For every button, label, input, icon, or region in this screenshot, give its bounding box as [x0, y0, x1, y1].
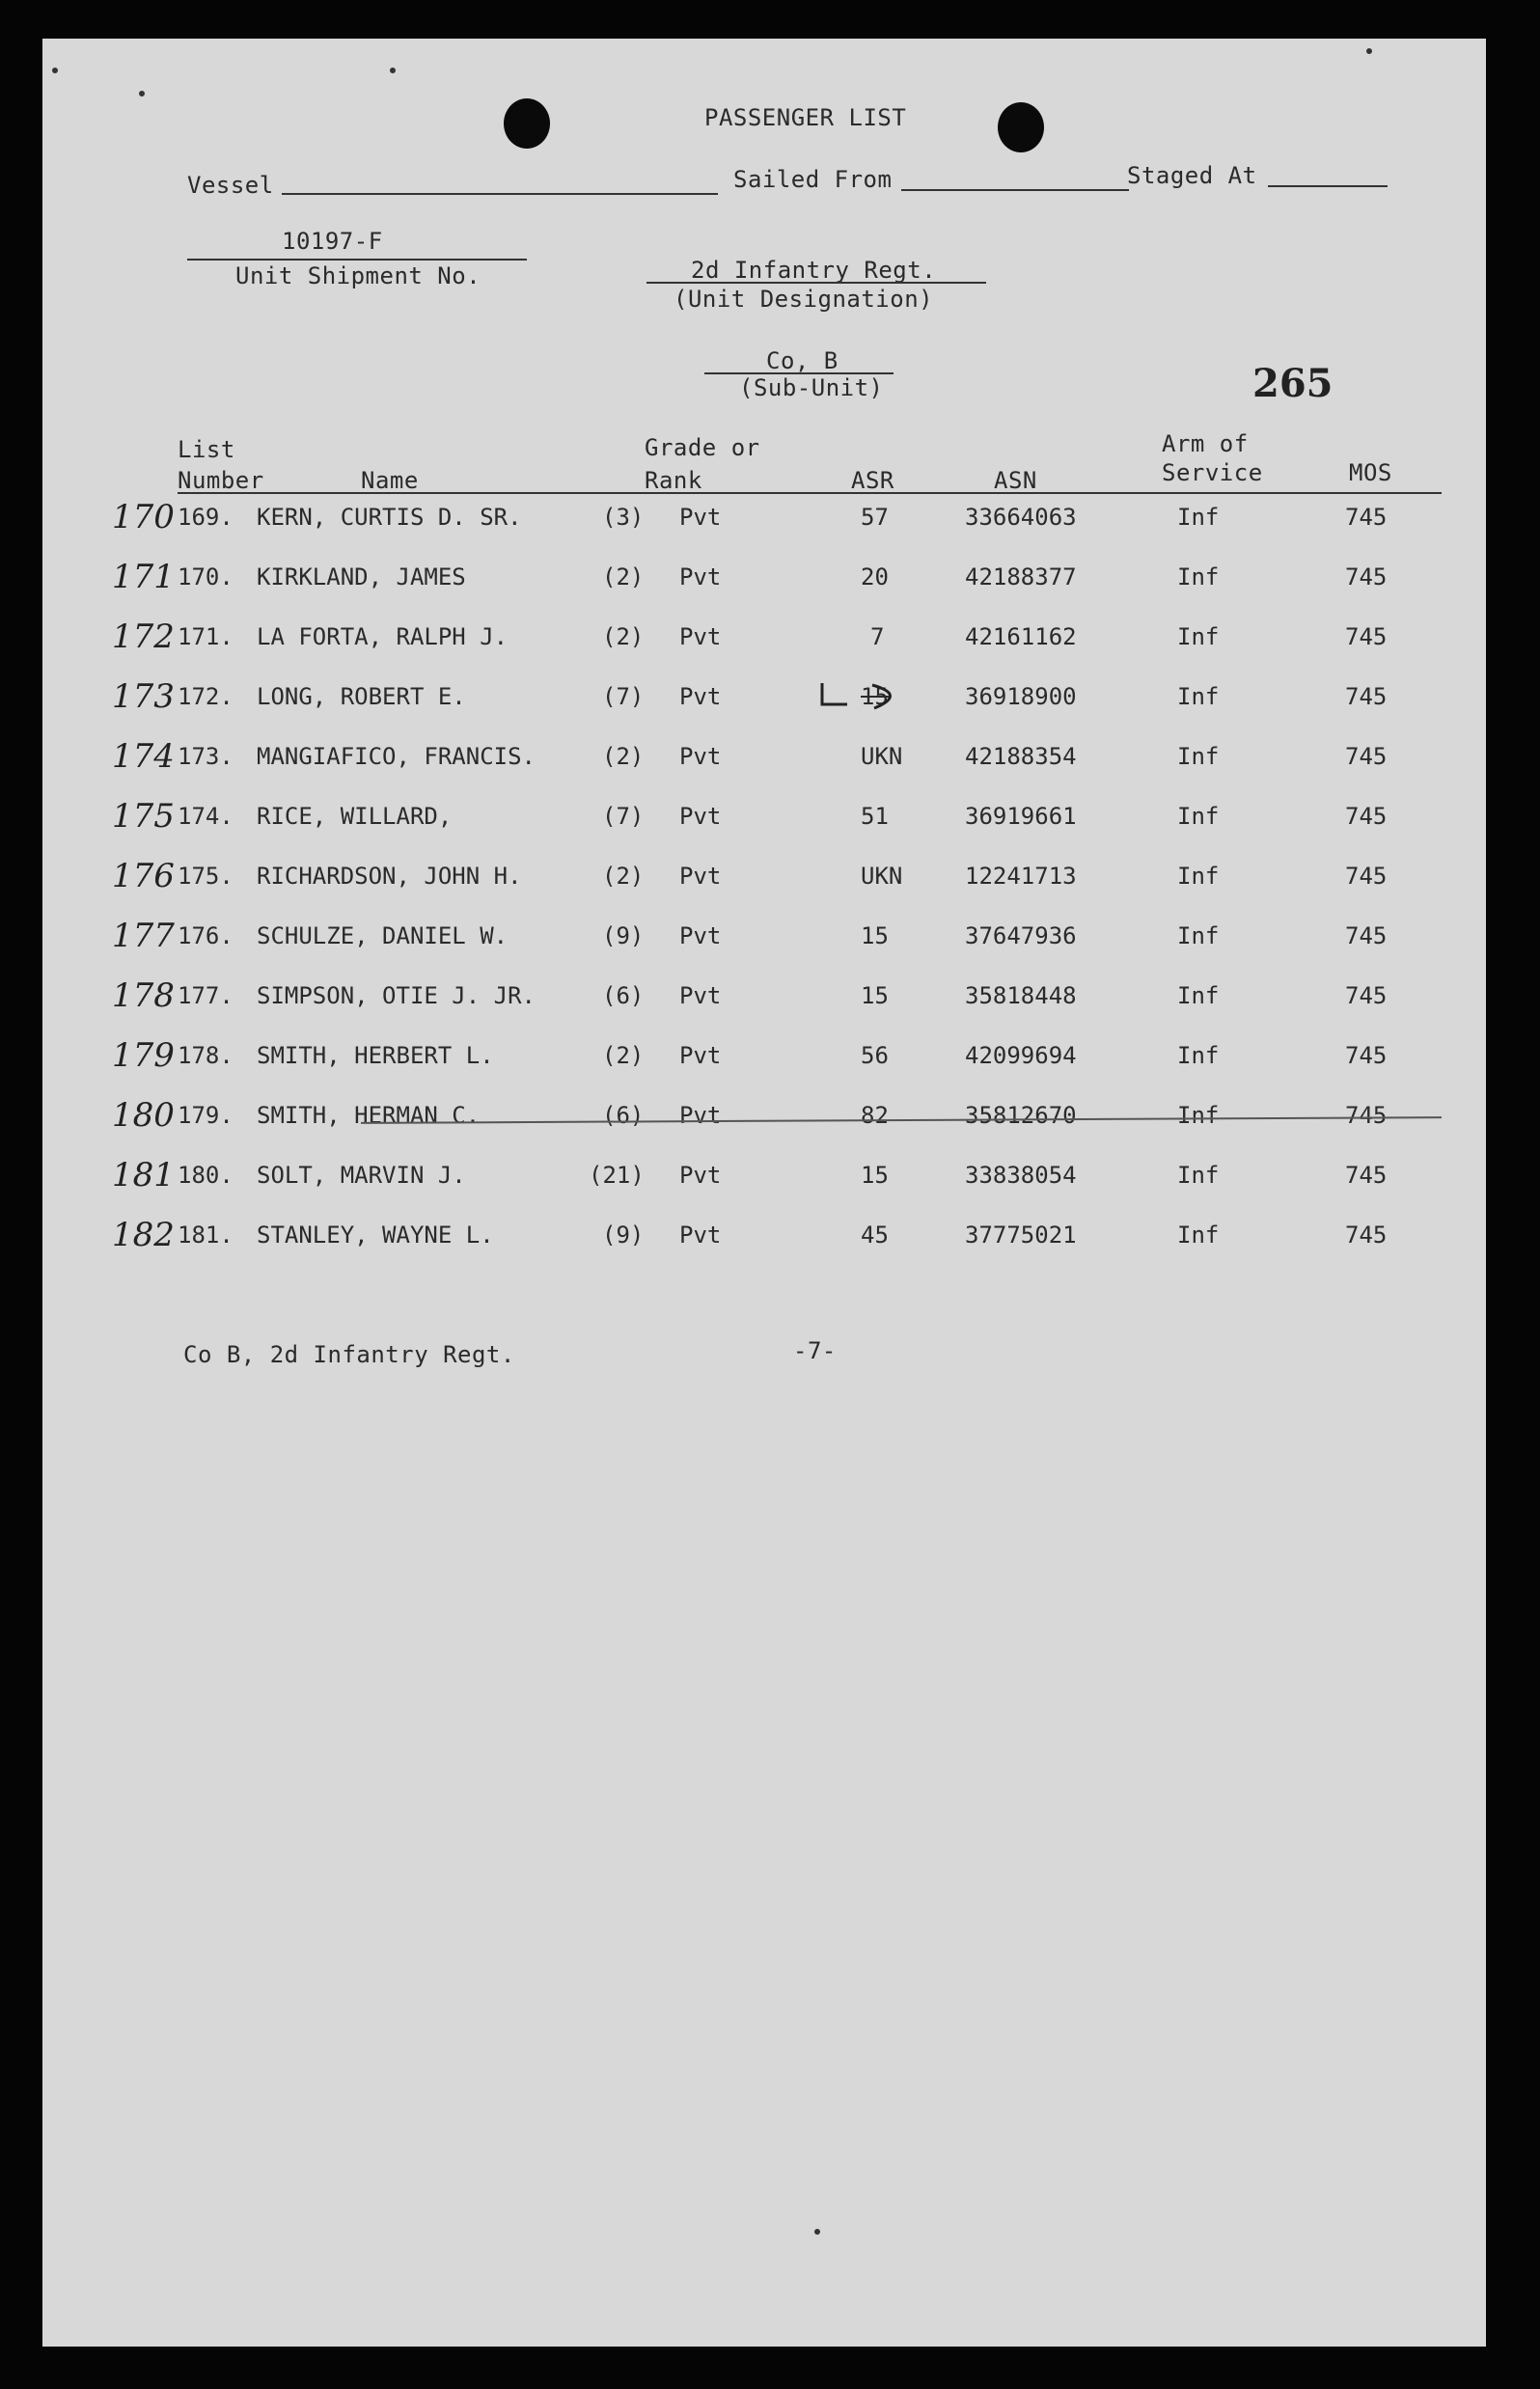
grade: (2): [602, 623, 645, 650]
list-number: 175.: [178, 863, 234, 890]
mos: 745: [1345, 623, 1388, 650]
table-row: [42, 498, 1486, 542]
rank: Pvt: [679, 803, 722, 830]
grade: (9): [602, 1222, 645, 1249]
list-number: 169.: [178, 504, 234, 531]
asr: UKN: [861, 863, 903, 890]
asn: 37775021: [965, 1222, 1077, 1249]
col-asn: ASN: [994, 467, 1037, 494]
grade: (6): [602, 1102, 645, 1129]
table-row: [42, 1216, 1486, 1260]
asr: 15: [861, 982, 889, 1009]
list-number: 174.: [178, 803, 234, 830]
list-number: 178.: [178, 1042, 234, 1069]
asr: 82: [861, 1102, 889, 1129]
handwritten-number: 176: [112, 857, 175, 895]
asr: 15: [861, 922, 889, 949]
asn: 36918900: [965, 683, 1077, 710]
list-number: 170.: [178, 563, 234, 590]
table-row: [42, 857, 1486, 901]
rank: Pvt: [679, 922, 722, 949]
asn: 35818448: [965, 982, 1077, 1009]
grade: (2): [602, 1042, 645, 1069]
sailed-from-field-line: [901, 189, 1129, 191]
arm-of-service: Inf: [1177, 1102, 1220, 1129]
arm-of-service: Inf: [1177, 1162, 1220, 1189]
asn: 42099694: [965, 1042, 1077, 1069]
page-stamp: 265: [1252, 361, 1334, 406]
arm-of-service: Inf: [1177, 863, 1220, 890]
arm-of-service: Inf: [1177, 563, 1220, 590]
arm-of-service: Inf: [1177, 922, 1220, 949]
rank: Pvt: [679, 982, 722, 1009]
vessel-field-line: [282, 193, 718, 195]
speck: [814, 2229, 820, 2235]
list-number: 172.: [178, 683, 234, 710]
handwritten-number: 181: [112, 1156, 175, 1194]
table-row: [42, 917, 1486, 961]
asr: 56: [861, 1042, 889, 1069]
rank: Pvt: [679, 1162, 722, 1189]
asr: 7: [870, 623, 885, 650]
handwritten-number: 174: [112, 737, 175, 776]
col-name: Name: [361, 467, 419, 494]
unit-designation-label: (Unit Designation): [674, 286, 934, 313]
strikethrough-line: [361, 1116, 1442, 1124]
mos: 745: [1345, 922, 1388, 949]
mos: 745: [1345, 1222, 1388, 1249]
shipment-line: [187, 259, 527, 261]
speck: [52, 68, 58, 73]
asr: 20: [861, 563, 889, 590]
handwritten-number: 173: [112, 677, 175, 716]
rank: Pvt: [679, 683, 722, 710]
table-row-struck: [42, 1096, 1486, 1140]
grade: (7): [602, 803, 645, 830]
asn: 33664063: [965, 504, 1077, 531]
handwritten-number: 177: [112, 917, 175, 955]
mos: 745: [1345, 743, 1388, 770]
rank: Pvt: [679, 1042, 722, 1069]
asn: 35812670: [965, 1102, 1077, 1129]
handwritten-number: 178: [112, 976, 175, 1015]
handwritten-number: 182: [112, 1216, 175, 1254]
header-rule: [178, 492, 1442, 494]
punch-hole-right: [998, 102, 1044, 152]
col-mos: MOS: [1349, 459, 1392, 486]
grade: (6): [602, 982, 645, 1009]
list-number: 177.: [178, 982, 234, 1009]
handwritten-number: 179: [112, 1036, 175, 1075]
unit-designation: 2d Infantry Regt.: [691, 257, 937, 284]
rank: Pvt: [679, 743, 722, 770]
arm-of-service: Inf: [1177, 623, 1220, 650]
col-arm-line1: Arm of: [1162, 430, 1249, 457]
handwritten-number: 180: [112, 1096, 175, 1135]
asn: 42161162: [965, 623, 1077, 650]
grade: (2): [602, 743, 645, 770]
speck: [1366, 48, 1372, 54]
passenger-name: LONG, ROBERT E.: [257, 683, 466, 710]
asn: 33838054: [965, 1162, 1077, 1189]
col-grade-line1: Grade or: [645, 434, 760, 461]
handwritten-number: 170: [112, 498, 175, 536]
handwritten-mark: [814, 679, 921, 712]
mos: 745: [1345, 563, 1388, 590]
page-title: PASSENGER LIST: [704, 104, 907, 131]
shipment-label: Unit Shipment No.: [235, 262, 481, 289]
arm-of-service: Inf: [1177, 504, 1220, 531]
arm-of-service: Inf: [1177, 803, 1220, 830]
footer-unit: Co B, 2d Infantry Regt.: [183, 1341, 515, 1368]
handwritten-number: 171: [112, 558, 175, 596]
rank: Pvt: [679, 623, 722, 650]
asn: 37647936: [965, 922, 1077, 949]
mos: 745: [1345, 683, 1388, 710]
arm-of-service: Inf: [1177, 1222, 1220, 1249]
arm-of-service: Inf: [1177, 982, 1220, 1009]
handwritten-number: 172: [112, 618, 175, 656]
grade: (21): [589, 1162, 645, 1189]
table-row: [42, 618, 1486, 662]
grade: (7): [602, 683, 645, 710]
asn: 12241713: [965, 863, 1077, 890]
table-row: [42, 1156, 1486, 1200]
speck: [390, 68, 396, 73]
col-list-line1: List: [178, 436, 235, 463]
sailed-from-label: Sailed From: [733, 166, 893, 193]
col-grade-line2: Rank: [645, 467, 702, 494]
asr: 57: [861, 504, 889, 531]
list-number: 173.: [178, 743, 234, 770]
list-number: 179.: [178, 1102, 234, 1129]
table-row: [42, 558, 1486, 602]
shipment-number: 10197-F: [282, 228, 383, 255]
asn: 36919661: [965, 803, 1077, 830]
mos: 745: [1345, 982, 1388, 1009]
punch-hole-left: [504, 98, 550, 149]
sub-unit: Co, B: [766, 347, 839, 374]
staged-at-field-line: [1268, 185, 1388, 187]
passenger-name: RICHARDSON, JOHN H.: [257, 863, 522, 890]
list-number: 176.: [178, 922, 234, 949]
mos: 745: [1345, 803, 1388, 830]
mos: 745: [1345, 863, 1388, 890]
table-row: [42, 976, 1486, 1021]
staged-at-label: Staged At: [1127, 162, 1257, 189]
grade: (2): [602, 563, 645, 590]
passenger-name: KERN, CURTIS D. SR.: [257, 504, 522, 531]
sub-unit-label: (Sub-Unit): [739, 374, 884, 401]
list-number: 181.: [178, 1222, 234, 1249]
passenger-name: SMITH, HERMAN C.: [257, 1102, 481, 1129]
rank: Pvt: [679, 1102, 722, 1129]
passenger-name: KIRKLAND, JAMES: [257, 563, 466, 590]
asn: 42188377: [965, 563, 1077, 590]
arm-of-service: Inf: [1177, 683, 1220, 710]
document-page: [42, 39, 1486, 2347]
handwritten-number: 175: [112, 797, 175, 836]
col-list-line2: Number: [178, 467, 264, 494]
rank: Pvt: [679, 504, 722, 531]
mos: 745: [1345, 1102, 1388, 1129]
arm-of-service: Inf: [1177, 743, 1220, 770]
passenger-name: MANGIAFICO, FRANCIS.: [257, 743, 536, 770]
passenger-name: SCHULZE, DANIEL W.: [257, 922, 509, 949]
mos: 745: [1345, 1162, 1388, 1189]
passenger-name: SMITH, HERBERT L.: [257, 1042, 494, 1069]
vessel-label: Vessel: [187, 172, 274, 199]
unit-designation-line: [646, 282, 986, 284]
rank: Pvt: [679, 1222, 722, 1249]
passenger-name: SIMPSON, OTIE J. JR.: [257, 982, 536, 1009]
passenger-name: STANLEY, WAYNE L.: [257, 1222, 494, 1249]
passenger-name: LA FORTA, RALPH J.: [257, 623, 509, 650]
col-arm-line2: Service: [1162, 459, 1263, 486]
speck: [139, 91, 145, 96]
list-number: 180.: [178, 1162, 234, 1189]
rank: Pvt: [679, 863, 722, 890]
arm-of-service: Inf: [1177, 1042, 1220, 1069]
table-row: [42, 1036, 1486, 1081]
asr: 15: [861, 683, 889, 710]
grade: (2): [602, 863, 645, 890]
passenger-name: SOLT, MARVIN J.: [257, 1162, 466, 1189]
mos: 745: [1345, 504, 1388, 531]
table-row: [42, 797, 1486, 841]
table-row: [42, 737, 1486, 782]
asn: 42188354: [965, 743, 1077, 770]
grade: (3): [602, 504, 645, 531]
rank: Pvt: [679, 563, 722, 590]
grade: (9): [602, 922, 645, 949]
page-number: -7-: [793, 1337, 837, 1364]
asr: 15: [861, 1162, 889, 1189]
passenger-name: RICE, WILLARD,: [257, 803, 453, 830]
col-asr: ASR: [851, 467, 894, 494]
table-row: [42, 677, 1486, 722]
list-number: 171.: [178, 623, 234, 650]
asr: 45: [861, 1222, 889, 1249]
asr: UKN: [861, 743, 903, 770]
mos: 745: [1345, 1042, 1388, 1069]
asr: 51: [861, 803, 889, 830]
